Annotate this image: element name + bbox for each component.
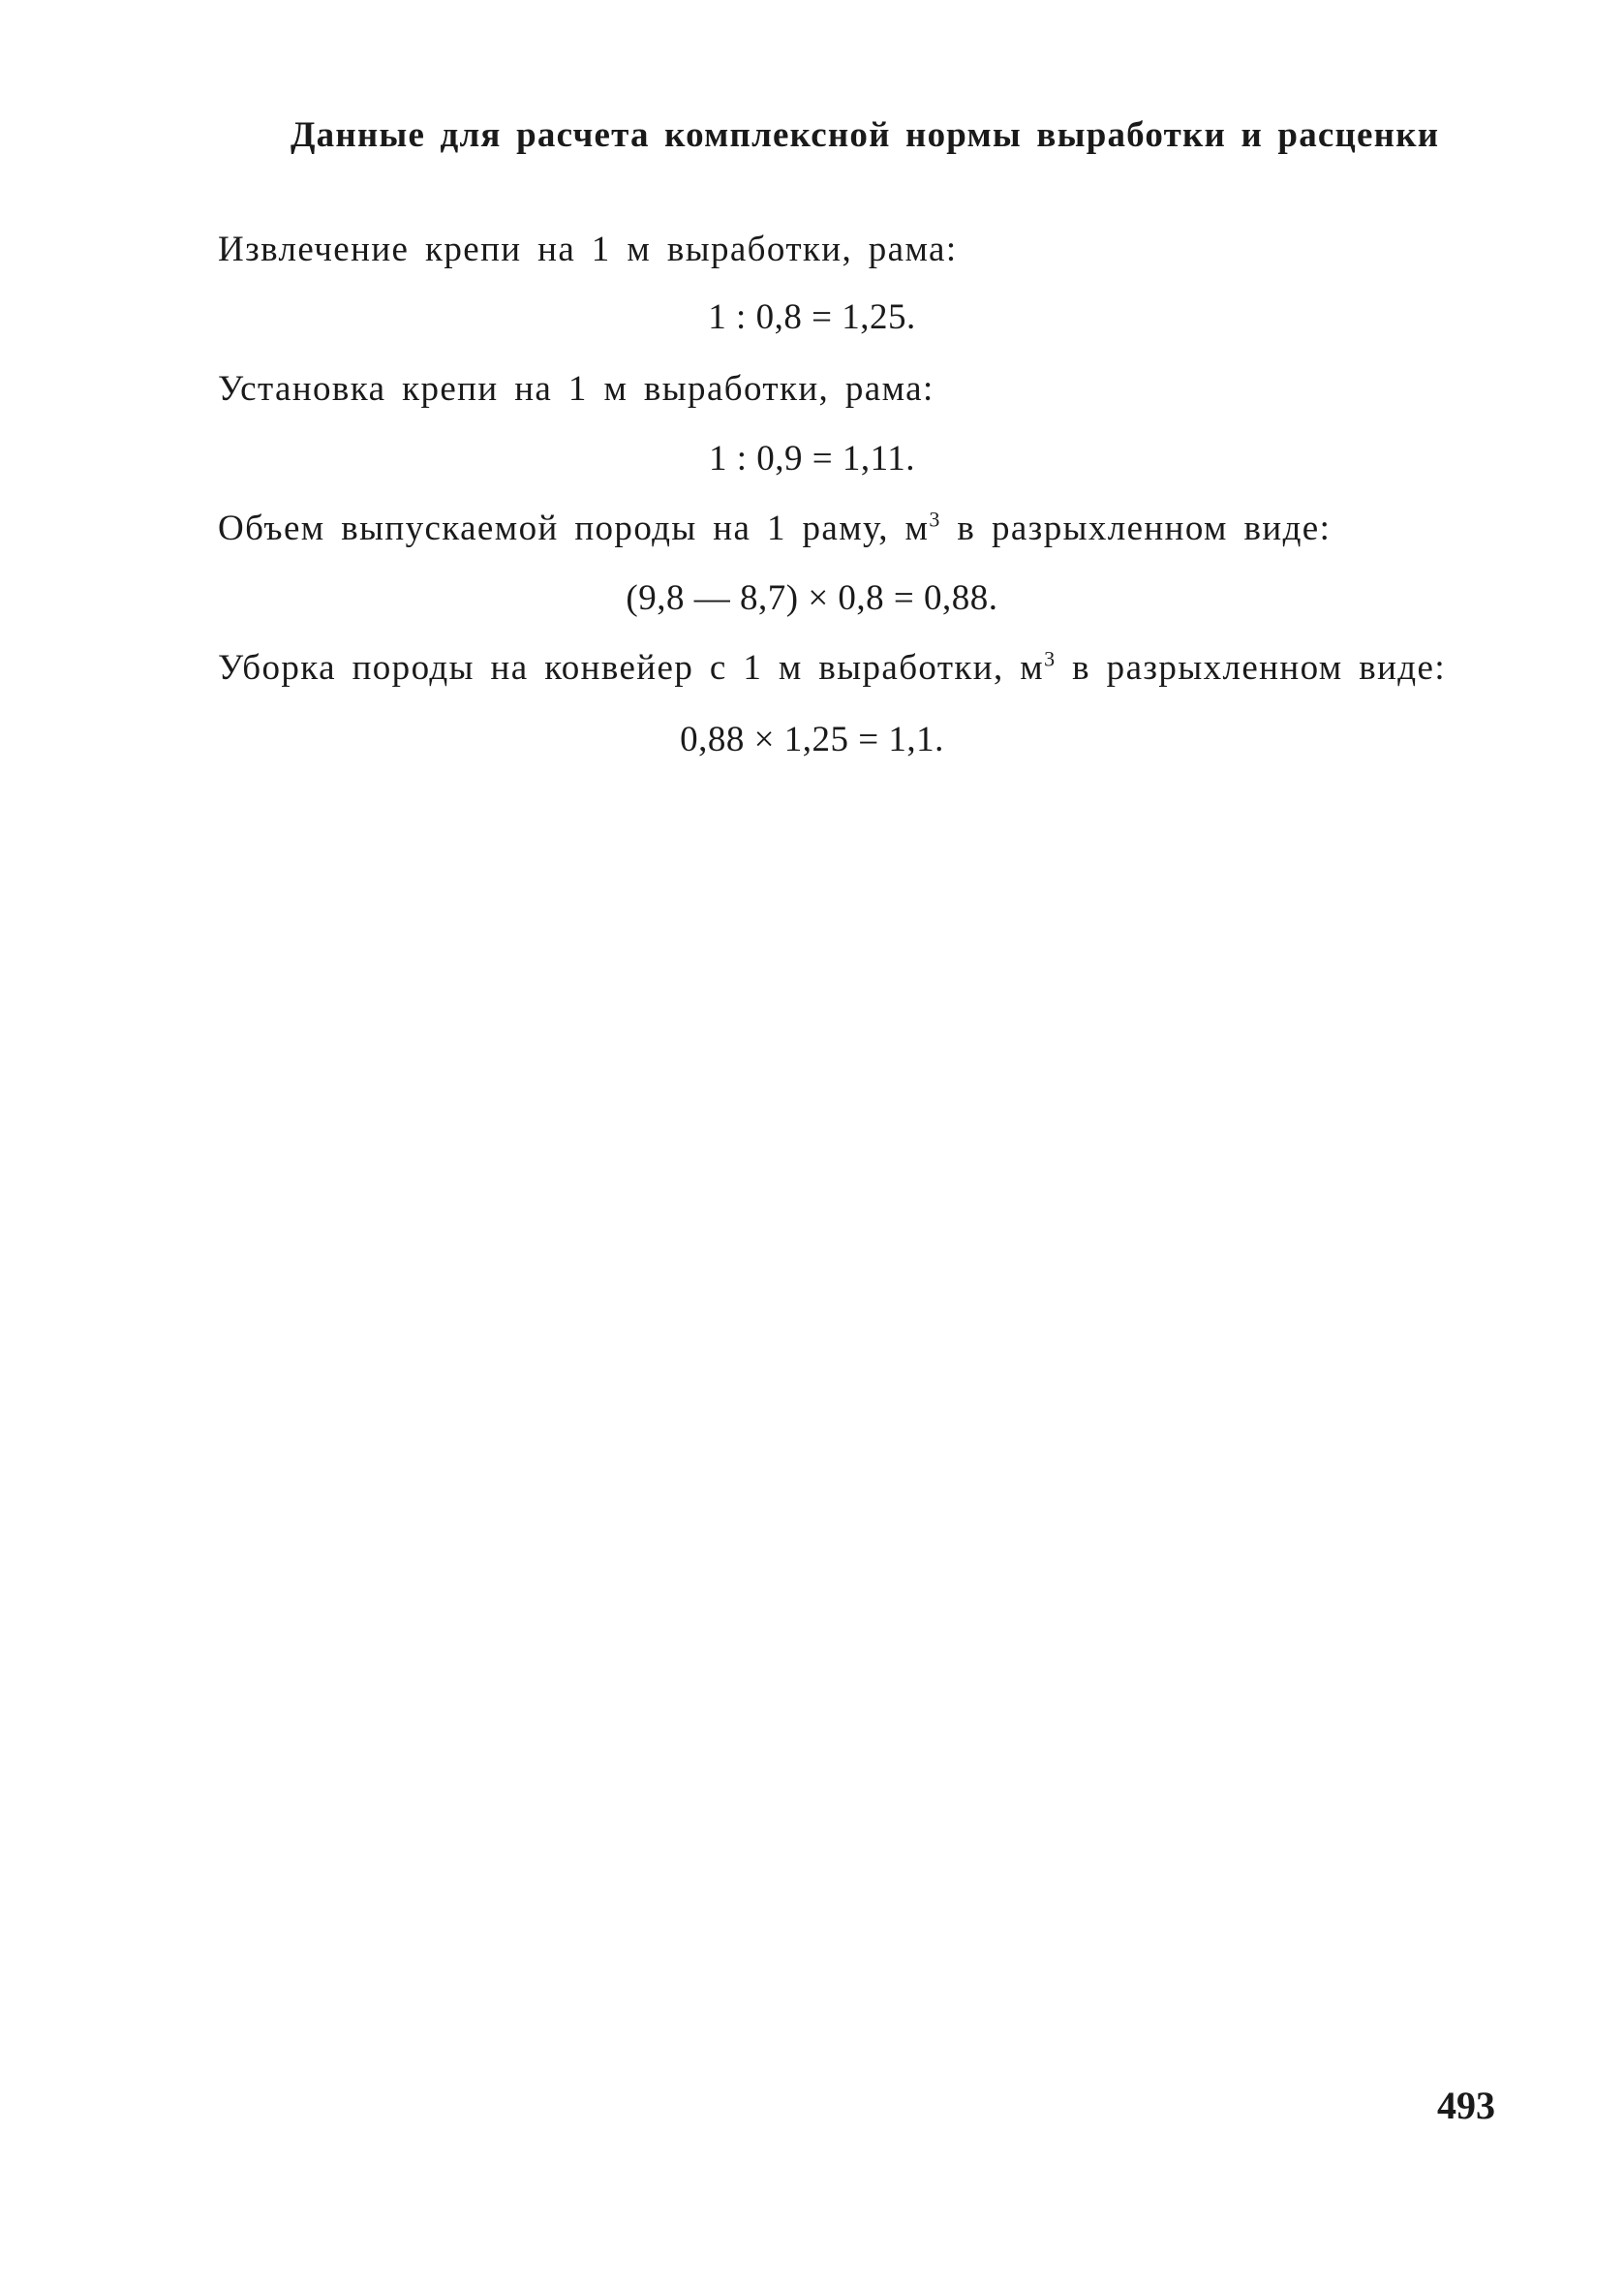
- superscript-cubed: 3: [1044, 646, 1057, 671]
- formula-rock-volume: (9,8 — 8,7) × 0,8 = 0,88.: [626, 578, 998, 618]
- formula-support-removal: 1 : 0,8 = 1,25.: [708, 297, 916, 337]
- text-line-rock-volume: [218, 508, 1331, 549]
- text-line-rock-volume-text: Объем выпускаемой породы на 1 раму, м: [218, 509, 930, 548]
- text-line-support-removal: [218, 229, 958, 270]
- formula-support-installation: 1 : 0,9 = 1,11.: [708, 439, 916, 479]
- text-line-support-installation: [218, 368, 935, 410]
- superscript-cubed: 3: [929, 507, 941, 532]
- text-line-rock-removal: [218, 647, 1446, 689]
- text-line-rock-removal-text: Уборка породы на конвейер с 1 м выработки, м: [218, 648, 1045, 688]
- text-line-support-removal-text: Извлечение крепи на 1 м выработки, рама:: [218, 230, 958, 269]
- text-line-rock-removal-tail: в разрыхленном виде:: [1056, 648, 1447, 688]
- formula-rock-removal: 0,88 × 1,25 = 1,1.: [680, 720, 944, 759]
- text-line-rock-volume-tail: в разрыхленном виде:: [940, 509, 1332, 548]
- page-heading: Данные для расчета комплексной нормы выработки и расценки: [291, 115, 1440, 155]
- page-number: 493: [1437, 2084, 1495, 2127]
- text-line-support-installation-text: Установка крепи на 1 м выработки, рама:: [218, 369, 935, 409]
